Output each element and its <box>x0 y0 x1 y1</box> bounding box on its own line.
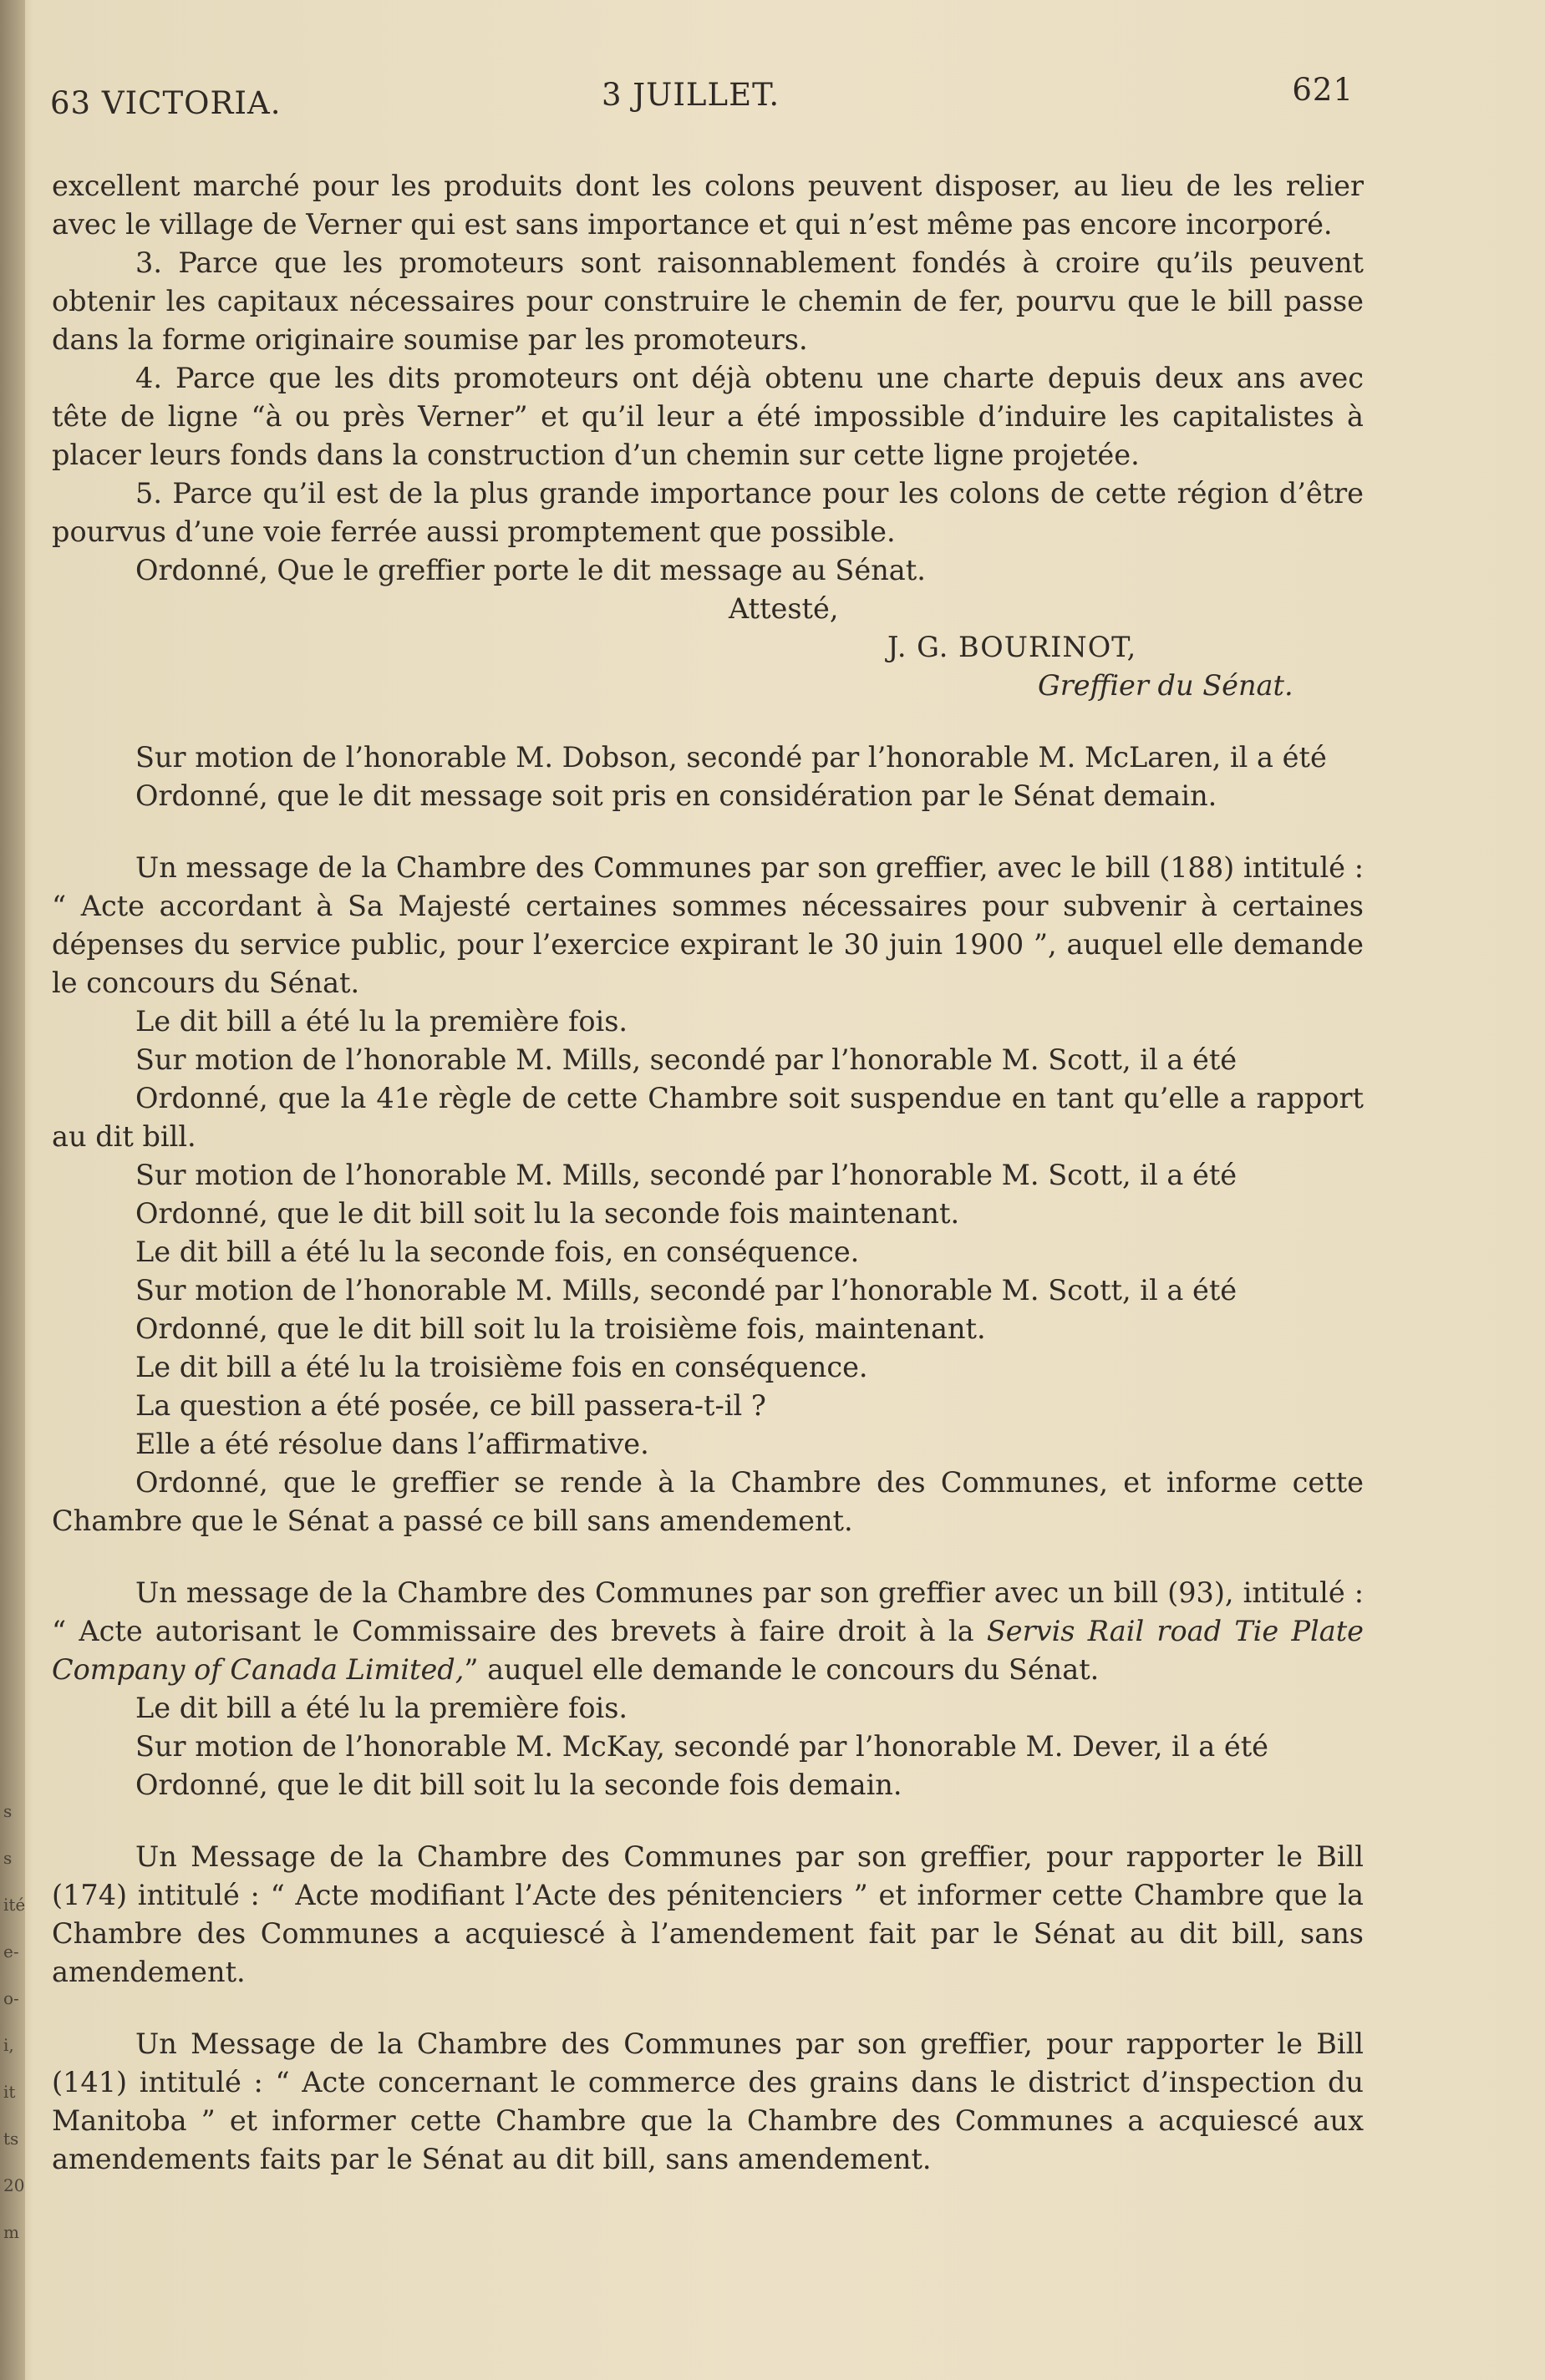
paragraph-motion-mills-3: Sur motion de l’honorable M. Mills, secondé par l’honorable M. Scott, il a été <box>135 1274 1238 1307</box>
margin-fragment: ité <box>3 1895 26 1915</box>
paragraph-message-93 <box>52 1574 1364 1689</box>
running-head <box>50 72 1354 127</box>
paragraph-resolved: Elle a été résolue dans l’affirmative. <box>135 1428 649 1460</box>
margin-fragment: ts <box>3 2129 19 2149</box>
margin-fragment: e- <box>3 1941 19 1961</box>
paragraph-reason-5: 5. Parce qu’il est de la plus grande importance pour les colons de cette région d’être pourvus d’une voie ferrée aussi promptement que possible. <box>52 477 1364 548</box>
margin-fragment: m <box>3 2222 19 2242</box>
paragraph-order-third-now: Ordonné, que le dit bill soit lu la troisième fois, maintenant. <box>135 1312 986 1345</box>
signature-name: J. G. BOURINOT, <box>887 631 1137 663</box>
paragraph-continuation: excellent marché pour les produits dont les colons peuvent disposer, au lieu de les relier avec le village de Verner qui est sans importance et qui n’est même pas encore incorporé. <box>52 170 1364 241</box>
paragraph-motion-mills-1: Sur motion de l’honorable M. Mills, secondé par l’honorable M. Scott, il a été <box>135 1043 1238 1076</box>
paragraph-order-consideration: Ordonné, que le dit message soit pris en considération par le Sénat demain. <box>135 779 1217 812</box>
paragraph-question: La question a été posée, ce bill passera-t-il ? <box>135 1389 766 1422</box>
message-93-text-b: ” auquel elle demande le concours du Sénat. <box>464 1653 1100 1686</box>
margin-fragment: i, <box>3 2035 14 2055</box>
paragraph-order-message: Ordonné, Que le greffier porte le dit message au Sénat. <box>135 554 926 586</box>
paragraph-order-second-now: Ordonné, que le dit bill soit lu la seconde fois maintenant. <box>135 1197 960 1230</box>
paragraph-reason-3: 3. Parce que les promoteurs sont raisonnablement fondés à croire qu’ils peuvent obtenir les capitaux nécessaires pour construire le chemin de fer, pourvu que le bill passe dans la forme originaire soumise par les promoteurs. <box>52 246 1364 356</box>
paragraph-second-reading-done: Le dit bill a été lu la seconde fois, en conséquence. <box>135 1236 860 1268</box>
date-label: 3 JUILLET. <box>602 77 780 113</box>
attestation-label: Attesté, <box>729 592 839 625</box>
margin-fragment: s <box>3 1848 13 1868</box>
paragraph-first-reading-188: Le dit bill a été lu la première fois. <box>135 1005 628 1038</box>
page-number: 621 <box>1292 72 1354 108</box>
paragraph-message-141: Un Message de la Chambre des Communes par son greffier, pour rapporter le Bill (141) intitulé : “ Acte concernant le commerce des grains dans le district d’inspection du Manitoba ” et informer cette Chambre que la Chambre des Communes a acquiescé aux amendements faits par le Sénat au dit bill, sans amendement. <box>52 2027 1364 2175</box>
paragraph-message-188: Un message de la Chambre des Communes par son greffier, avec le bill (188) intitulé : “ Acte accordant à Sa Majesté certaines sommes nécessaires pour subvenir à certaines dépenses du service public, pour l’exercice expirant le 30 juin 1900 ”, auquel elle demande le concours du Sénat. <box>52 851 1364 999</box>
margin-fragment: s <box>3 1801 13 1821</box>
paragraph-order-second-tomorrow: Ordonné, que le dit bill soit lu la seconde fois demain. <box>135 1769 902 1801</box>
paragraph-message-174: Un Message de la Chambre des Communes par son greffier, pour rapporter le Bill (174) intitulé : “ Acte modifiant l’Acte des pénitenciers ” et informer cette Chambre que la Chambre des Communes a acquiescé à l’amendement fait par le Sénat au dit bill, sans amendement. <box>52 1840 1364 1988</box>
paragraph-first-reading-93: Le dit bill a été lu la première fois. <box>135 1692 628 1724</box>
signature-title: Greffier du Sénat. <box>1038 669 1293 702</box>
margin-fragment: o- <box>3 1988 19 2008</box>
paragraph-reason-4: 4. Parce que les dits promoteurs ont déjà obtenu une charte depuis deux ans avec tête de ligne “à ou près Verner” et qu’il leur a été impossible d’induire les capitalistes à placer leurs fonds dans la construction d’un chemin sur cette ligne projetée. <box>52 362 1364 471</box>
paragraph-motion-mills-2: Sur motion de l’honorable M. Mills, secondé par l’honorable M. Scott, il a été <box>135 1159 1238 1191</box>
paragraph-third-reading-done: Le dit bill a été lu la troisième fois en conséquence. <box>135 1351 868 1383</box>
margin-fragment: 20 <box>3 2175 25 2195</box>
journal-body <box>52 167 1364 2179</box>
paragraph-motion-dobson: Sur motion de l’honorable M. Dobson, secondé par l’honorable M. McLaren, il a été <box>135 741 1327 774</box>
margin-fragments <box>3 1788 25 2256</box>
paragraph-order-inform: Ordonné, que le greffier se rende à la Chambre des Communes, et informe cette Chambre que le Sénat a passé ce bill sans amendement. <box>52 1466 1364 1537</box>
margin-fragment: it <box>3 2082 16 2102</box>
session-label: 63 VICTORIA. <box>50 85 282 121</box>
company-name: Servis Rail road Tie Plate Company of Canada Limited, <box>52 1615 1364 1686</box>
paragraph-order-rule-41: Ordonné, que la 41e règle de cette Chambre soit suspendue en tant qu’elle a rapport au dit bill. <box>52 1082 1364 1153</box>
paragraph-motion-mckay: Sur motion de l’honorable M. McKay, secondé par l’honorable M. Dever, il a été <box>135 1730 1268 1763</box>
message-93-text-a: Un message de la Chambre des Communes par son greffier avec un bill (93), intitulé : “ Acte autorisant le Commissaire des brevets à faire droit à la <box>52 1576 1364 1647</box>
